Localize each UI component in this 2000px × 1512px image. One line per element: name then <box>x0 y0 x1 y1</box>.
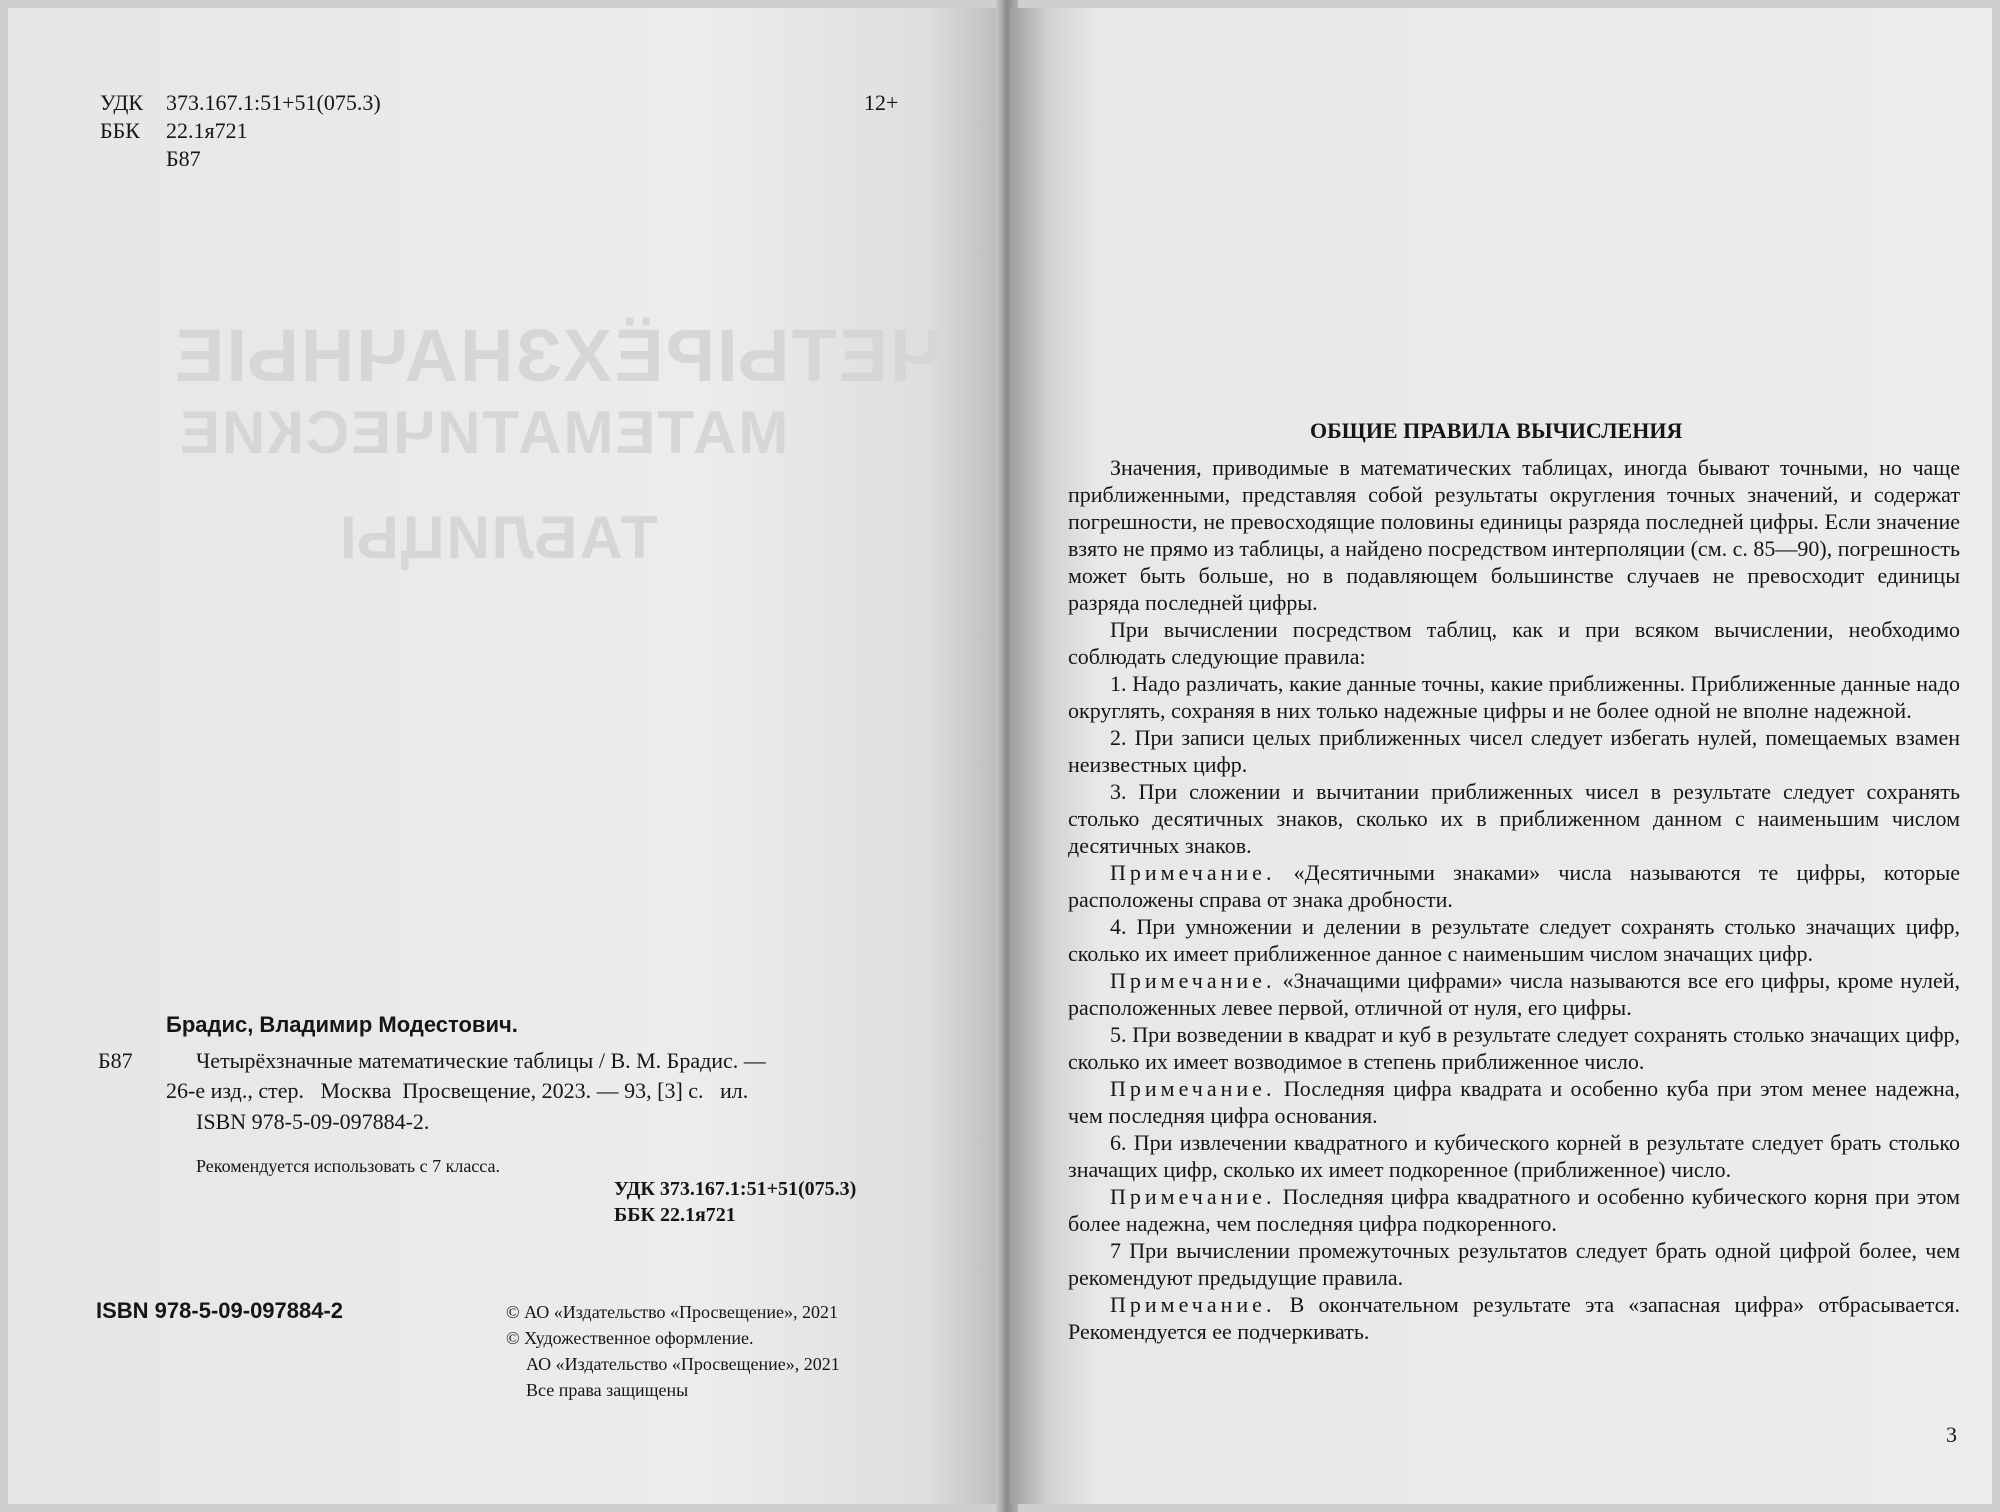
paragraph-text: При вычислении посредством таблиц, как и при всяком вычислении, необходимо соблюдать следующие правила: <box>1068 617 1960 669</box>
paragraph <box>1068 859 1960 913</box>
paragraph <box>1068 1291 1960 1345</box>
bbk-line <box>100 118 248 144</box>
paragraph-text: «Десятичными знаками» числа называются те цифры, которые расположены справа от знака дробности. <box>1068 860 1960 912</box>
paragraph-text: В окончательном результате эта «запасная цифра» отбрасывается. Рекомендуется ее подчеркивать. <box>1068 1292 1960 1344</box>
author-sign: Б87 <box>166 146 201 171</box>
paragraph-text: Значения, приводимые в математических таблицах, иногда бывают точными, но чаще приближенными, представляя собой результаты округления точных значений, и содержат погрешности, не превосходящие половины единицы разряда последней цифры. Если значение взято не прямо из таблицы, а найдено посредством интерполяции (см. с. 85—90), погрешность может быть больше, но в подавляющем большинстве случаев не превосходит единицы разряда последней цифры. <box>1068 455 1960 615</box>
udk-label: УДК <box>100 90 144 115</box>
catalog-isbn: ISBN 978-5-09-097884-2. <box>196 1109 430 1134</box>
left-page <box>8 8 1008 1504</box>
bbk-value: 22.1я721 <box>166 118 248 143</box>
ghost-title-line-1: ЧЕТЫРЁХЗНАЧНЫЕ <box>173 314 943 397</box>
right-page <box>1010 8 1992 1504</box>
udk-value: 373.167.1:51+51(075.3) <box>166 90 381 115</box>
ghost-title-line-3: ТАБЛИЦЫ <box>338 504 658 571</box>
paragraph-text: 1. Надо различать, какие данные точны, какие приближенны. Приближенные данные надо округлять, сохраняя в них только надежные цифры и не более одной не вполне надежной. <box>1068 671 1960 723</box>
paragraph-text: «Значащими цифрами» числа называются все его цифры, кроме нулей, расположенных левее первой, отличной от нуля, его цифры. <box>1068 968 1960 1020</box>
paragraph <box>1068 1183 1960 1237</box>
catalog-title-line: Четырёхзначные математические таблицы / В. М. Брадис. — <box>196 1048 766 1073</box>
paragraph <box>1068 1129 1960 1183</box>
isbn-main: ISBN 978-5-09-097884-2 <box>96 1298 344 1323</box>
paragraph <box>1068 967 1960 1021</box>
paragraph <box>1068 616 1960 670</box>
paragraph-lead: Примечание. <box>1110 1184 1276 1209</box>
paragraph <box>1068 1021 1960 1075</box>
rules-text <box>1068 454 1960 1345</box>
paragraph <box>1068 778 1960 859</box>
paragraph-text: 7 При вычислении промежуточных результатов следует брать одной цифрой более, чем рекомендуют предыдущие правила. <box>1068 1238 1960 1290</box>
paragraph-lead: Примечание. <box>1110 860 1276 885</box>
paragraph <box>1068 1237 1960 1291</box>
paragraph-lead: Примечание. <box>1110 1292 1276 1317</box>
catalog-recommend: Рекомендуется использовать с 7 класса. <box>196 1156 500 1176</box>
copyright-line-2: © Художественное оформление. <box>506 1328 754 1348</box>
ghost-title-line-2: МАТЕМАТИЧЕСКИЕ <box>178 399 789 466</box>
copyright-line-3: АО «Издательство «Просвещение», 2021 <box>526 1354 840 1374</box>
paragraph-text: 2. При записи целых приближенных чисел следует избегать нулей, помещаемых взамен неизвестных цифр. <box>1068 725 1960 777</box>
paragraph-lead: Примечание. <box>1110 1076 1276 1101</box>
catalog-author: Брадис, Владимир Модестович. <box>166 1012 518 1037</box>
age-rating: 12+ <box>864 90 899 115</box>
paragraph <box>1068 913 1960 967</box>
paragraph <box>1068 724 1960 778</box>
section-title: ОБЩИЕ ПРАВИЛА ВЫЧИСЛЕНИЯ <box>1310 418 1683 443</box>
paragraph-text: 3. При сложении и вычитании приближенных чисел в результате следует сохранять столько десятичных знаков, сколько их в приближенном данном с наименьшим числом десятичных знаков. <box>1068 779 1960 858</box>
copyright-line-1: © АО «Издательство «Просвещение», 2021 <box>506 1302 838 1322</box>
catalog-bbk: ББК 22.1я721 <box>614 1204 736 1226</box>
paragraph <box>1068 670 1960 724</box>
catalog-edition-line: 26-е изд., стер. Москва Просвещение, 2023. — 93, [3] с. ил. <box>166 1078 749 1103</box>
page-number: 3 <box>1946 1422 1957 1447</box>
paragraph-text: Последняя цифра квадратного и особенно кубического корня при этом более надежна, чем последняя цифра подкоренного. <box>1068 1184 1960 1236</box>
paragraph-text: 6. При извлечении квадратного и кубического корней в результате следует брать столько значащих цифр, сколько их имеет подкоренное (приближенное) число. <box>1068 1130 1960 1182</box>
copyright-line-4: Все права защищены <box>526 1380 689 1400</box>
paragraph-text: 4. При умножении и делении в результате следует сохранять столько значащих цифр, сколько их имеет приближенное данное с наименьшим числом значащих цифр. <box>1068 914 1960 966</box>
paragraph <box>1068 1075 1960 1129</box>
catalog-udk: УДК 373.167.1:51+51(075.3) <box>614 1178 857 1200</box>
paragraph <box>1068 454 1960 616</box>
paragraph-text: 5. При возведении в квадрат и куб в результате следует сохранять столько значащих цифр, сколько их имеет возводимое в степень приближенное число. <box>1068 1022 1960 1074</box>
bbk-label: ББК <box>100 118 140 143</box>
catalog-sign: Б87 <box>98 1048 133 1073</box>
udk-line <box>100 90 381 116</box>
paragraph-lead: Примечание. <box>1110 968 1276 993</box>
paragraph-text: Последняя цифра квадрата и особенно куба при этом менее надежна, чем последняя цифра основания. <box>1068 1076 1960 1128</box>
